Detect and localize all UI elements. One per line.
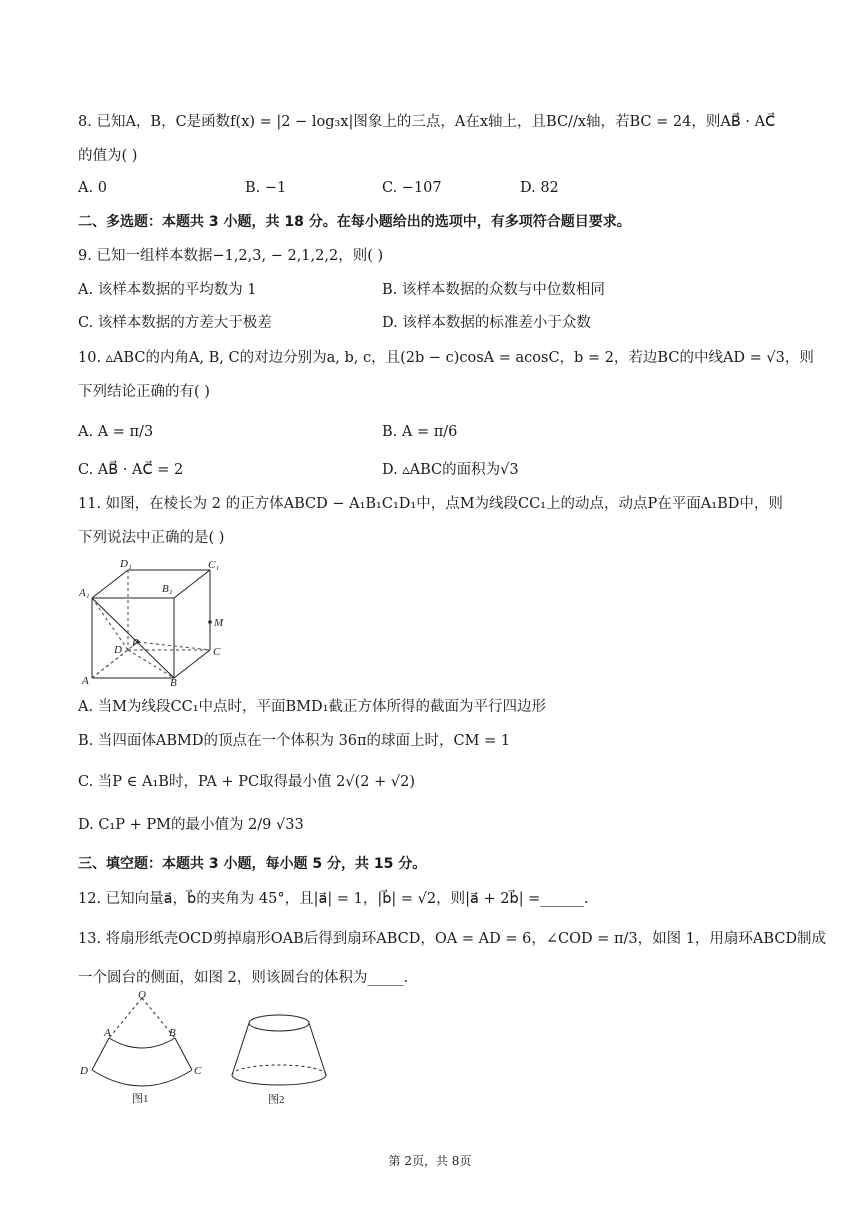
left-generatrix — [232, 1023, 249, 1075]
q9-stem: 9. 已知一组样本数据−1,2,3, − 2,1,2,2，则( ) — [78, 248, 384, 264]
q9-option-b: B. 该样本数据的众数与中位数相同 — [382, 282, 605, 298]
edge-a1-d1 — [92, 570, 128, 598]
label-b1: B₁ — [162, 583, 173, 595]
q11-option-b: B. 当四面体ABMD的顶点在一个体积为 36π的球面上时，CM = 1 — [78, 733, 511, 749]
q8-stem-line1: 8. 已知A，B，C是函数f(x) = |2 − log₃x|图象上的三点，A在x轴上，且BC//x轴，若BC = 24，则AB⃗ · AC⃗ — [78, 114, 776, 130]
segment-a1-d-hidden — [92, 598, 128, 650]
segment-b-c — [175, 1038, 192, 1070]
q11-stem-line1: 11. 如图，在棱长为 2 的正方体ABCD − A₁B₁C₁D₁中，点M为线段CC₁上的动点，动点P在平面A₁BD中，则 — [78, 496, 783, 512]
q9-option-d: D. 该样本数据的标准差小于众数 — [382, 315, 591, 331]
label-b: B — [170, 677, 177, 686]
figure-2-caption: 图2 — [268, 1094, 285, 1105]
q8-option-a: A. 0 — [78, 180, 107, 196]
q10-stem-line1: 10. ▵ABC的内角A, B, C的对边分别为a, b, c，且(2b − c)cosA = acosC，b = 2，若边BC的中线AD = √3，则 — [78, 350, 814, 366]
q12-stem: 12. 已知向量a⃗，b⃗的夹角为 45°，且|a⃗| = 1，|b⃗| = √2，则|a⃗ + 2b⃗| =______. — [78, 891, 589, 907]
q8-option-d: D. 82 — [520, 180, 559, 196]
section-3-heading: 三、填空题：本题共 3 小题，每小题 5 分，共 15 分。 — [78, 856, 427, 872]
label-a1: A₁ — [79, 587, 90, 599]
cube-figure — [76, 556, 236, 686]
label-m: M — [214, 617, 224, 629]
q10-option-c: C. AB⃗ · AC⃗ = 2 — [78, 462, 184, 478]
q8-stem-line2: 的值为( ) — [78, 148, 138, 164]
label-c: C — [213, 646, 221, 658]
q13-stem-line2: 一个圆台的侧面，如图 2，则该圆台的体积为_____. — [78, 970, 409, 986]
figure-1-caption: 图1 — [132, 1093, 149, 1105]
bottom-base-back-arc — [232, 1065, 326, 1075]
sector-ring-figure — [74, 990, 214, 1105]
q11-option-d: D. C₁P + PM的最小值为 2/9 √33 — [78, 817, 304, 833]
frustum-figure — [226, 1008, 336, 1105]
label-c: C — [194, 1065, 202, 1077]
label-c1: C₁ — [208, 559, 220, 571]
point-m — [208, 620, 212, 624]
right-generatrix — [309, 1023, 326, 1075]
q10-option-d: D. ▵ABC的面积为√3 — [382, 462, 519, 478]
label-d: D — [114, 644, 122, 656]
label-p: P — [132, 637, 139, 649]
q8-option-b: B. −1 — [245, 180, 287, 196]
edge-b1-c1 — [174, 570, 210, 598]
q9-option-c: C. 该样本数据的方差大于极差 — [78, 315, 272, 331]
page-footer: 第 2页，共 8页 — [388, 1154, 472, 1168]
q11-option-c: C. 当P ∈ A₁B时，PA + PC取得最小值 2√(2 + √2) — [78, 774, 416, 790]
q10-option-a: A. A = π/3 — [78, 424, 154, 440]
q11-option-a: A. 当M为线段CC₁中点时，平面BMD₁截正方体所得的截面为平行四边形 — [78, 699, 546, 715]
q13-stem-line1: 13. 将扇形纸壳OCD剪掉扇形OAB后得到扇环ABCD，OA = AD = 6，∠COD = π/3，如图 1，用扇环ABCD制成 — [78, 931, 827, 947]
label-b: B — [169, 1027, 176, 1039]
segment-d-b-hidden — [128, 650, 174, 678]
bottom-base-front-arc — [232, 1075, 326, 1085]
arc-ab — [109, 1038, 175, 1048]
label-d1: D₁ — [120, 558, 132, 570]
label-a: A — [104, 1027, 111, 1039]
segment-a-d — [92, 1038, 109, 1070]
top-base-ellipse — [249, 1015, 309, 1031]
q10-stem-line2: 下列结论正确的有( ) — [78, 384, 210, 400]
label-o: O — [138, 990, 146, 1001]
label-a: A — [82, 675, 89, 686]
arc-dc — [92, 1070, 192, 1086]
q10-option-b: B. A = π/6 — [382, 424, 458, 440]
q8-option-c: C. −107 — [382, 180, 442, 196]
label-d: D — [80, 1065, 88, 1077]
section-2-heading: 二、多选题：本题共 3 小题，共 18 分。在每小题给出的选项中，有多项符合题目要求。 — [78, 214, 631, 230]
q9-option-a: A. 该样本数据的平均数为 1 — [78, 282, 257, 298]
edge-b-c — [174, 650, 210, 678]
segment-o-a-dashed — [109, 998, 142, 1038]
q11-stem-line2: 下列说法中正确的是( ) — [78, 530, 225, 546]
